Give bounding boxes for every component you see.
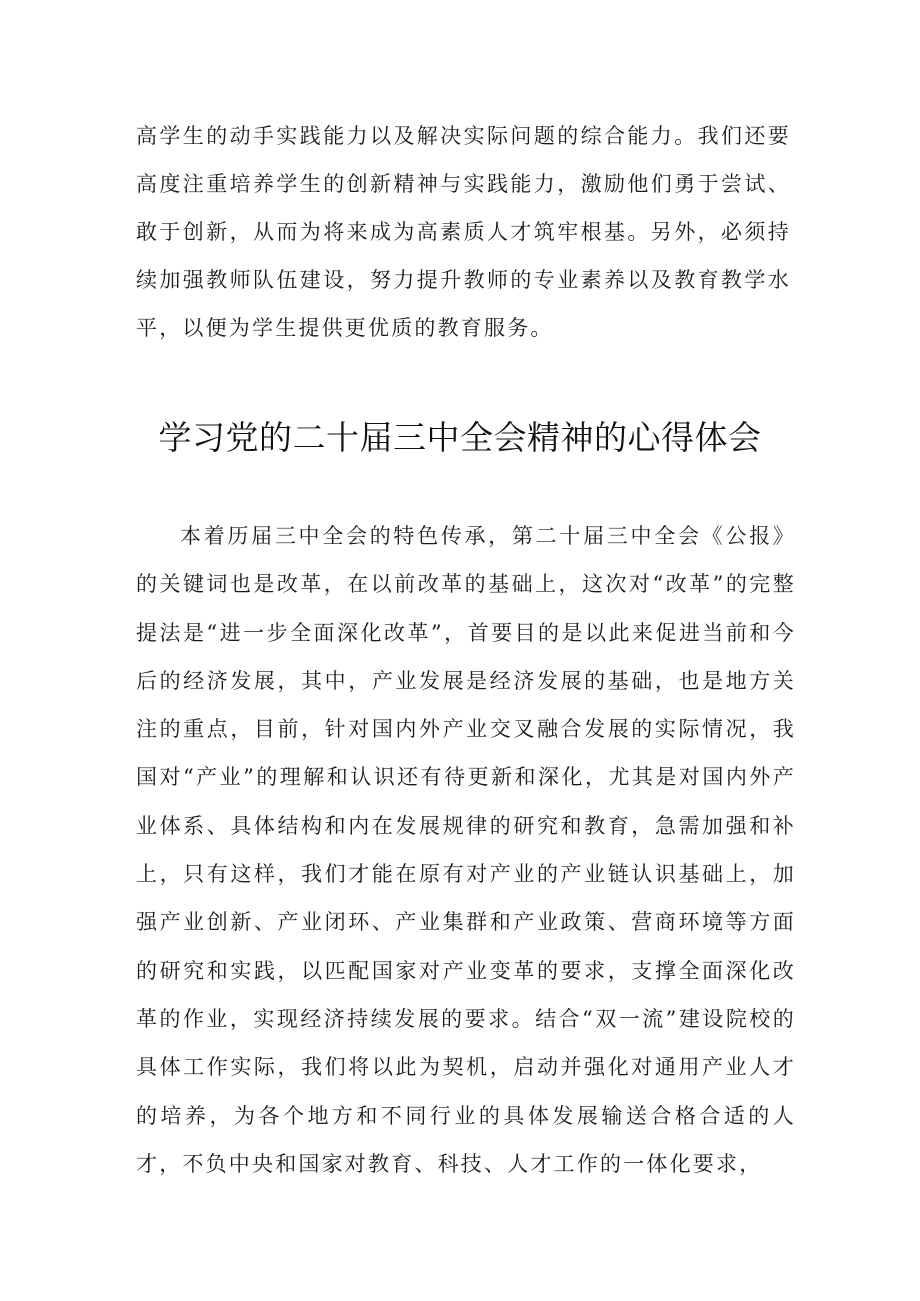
body-paragraph: 本着历届三中全会的特色传承，第二十届三中全会《公报》的关键词也是改革，在以前改革的基础上，这次对“改革”的完整提法是“进一步全面深化改革”，首要目的是以此来促进当前和今后的经济发展，其中，产业发展是经济发展的基础，也是地方关注的重点，目前，针对国内外产业交叉融合发展的实际情况，我国对“产业”的理解和认识还有待更新和深化，尤其是对国内外产业体系、具体结构和内在发展规律的研究和教育，急需加强和补上，只有这样，我们才能在原有对产业的产业链认识基础上，加强产业创新、产业闭环、产业集群和产业政策、营商环境等方面的研究和实践，以匹配国家对产业变革的要求，支撑全面深化改革的作业，实现经济持续发展的要求。结合“双一流”建设院校的具体工作实际，我们将以此为契机，启动并强化对通用产业人才的培养，为各个地方和不同行业的具体发展输送合格合适的人才，不负中央和国家对教育、科技、人才工作的一体化要求， <box>136 524 796 1176</box>
continued-paragraph: 高学生的动手实践能力以及解决实际问题的综合能力。我们还要高度注重培养学生的创新精神与实践能力，激励他们勇于尝试、敢于创新，从而为将来成为高素质人才筑牢根基。另外，必须持续加强教师队伍建设，努力提升教师的专业素养以及教育教学水平，以便为学生提供更优质的教育服务。 <box>136 124 791 340</box>
document-title: 学习党的二十届三中全会精神的心得体会 <box>158 418 762 457</box>
